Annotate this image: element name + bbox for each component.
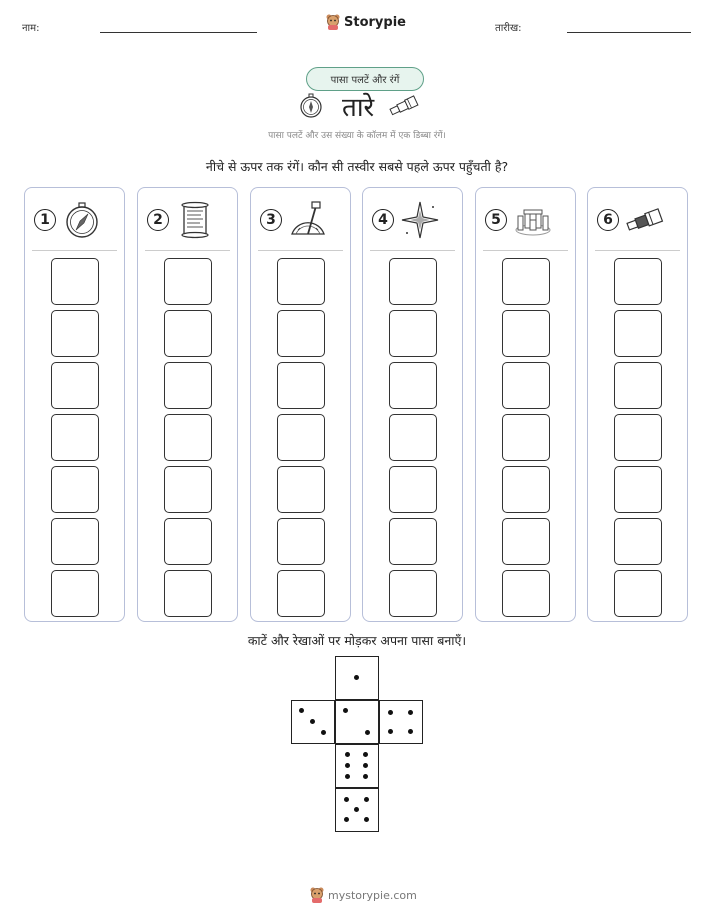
color-box[interactable]: [502, 362, 550, 409]
color-box[interactable]: [277, 258, 325, 305]
instruction-text: पासा पलटें और उस संख्या के कॉलम में एक डिब्बा रंगें।: [268, 131, 446, 141]
color-box[interactable]: [277, 466, 325, 513]
color-box[interactable]: [614, 466, 662, 513]
color-box[interactable]: [502, 414, 550, 461]
color-box[interactable]: [502, 570, 550, 617]
color-box[interactable]: [614, 414, 662, 461]
brand-logo: [326, 14, 406, 30]
pip: [364, 817, 369, 822]
color-box[interactable]: [164, 414, 212, 461]
spyglass-icon: [625, 200, 665, 240]
activity-pill: पासा पलटें और रंगें: [306, 67, 424, 91]
column-4: [362, 187, 463, 622]
pip: [388, 729, 393, 734]
column-2: [137, 187, 238, 622]
pip: [363, 774, 368, 779]
column-number: 3: [260, 209, 282, 231]
pip: [345, 763, 350, 768]
dice-face-3: [291, 700, 335, 744]
pip: [388, 710, 393, 715]
name-field[interactable]: [100, 32, 257, 33]
bear-mascot-icon: [310, 887, 324, 903]
date-label: तारीख:: [495, 23, 522, 34]
column-number: 6: [597, 209, 619, 231]
pip: [364, 797, 369, 802]
question-text: नीचे से ऊपर तक रंगें। कौन सी तस्वीर सबसे पहले ऊपर पहुँचती है?: [205, 159, 509, 174]
color-box[interactable]: [389, 310, 437, 357]
color-box[interactable]: [502, 466, 550, 513]
color-box[interactable]: [51, 258, 99, 305]
color-box[interactable]: [277, 570, 325, 617]
color-box[interactable]: [277, 362, 325, 409]
compass-icon: [298, 93, 324, 119]
color-box[interactable]: [164, 466, 212, 513]
color-box[interactable]: [51, 362, 99, 409]
dice-instruction: काटें और रेखाओं पर मोड़कर अपना पासा बनाएँ।: [247, 633, 467, 648]
date-field[interactable]: [567, 32, 691, 33]
color-box[interactable]: [51, 466, 99, 513]
color-box[interactable]: [51, 414, 99, 461]
dice-face-1: [335, 656, 379, 700]
stonehenge-icon: [513, 200, 553, 240]
color-box[interactable]: [389, 414, 437, 461]
color-box[interactable]: [164, 570, 212, 617]
pip: [365, 730, 370, 735]
dice-face-5: [335, 788, 379, 832]
brand-name: Storypie: [344, 14, 406, 30]
pip: [363, 763, 368, 768]
column-divider: [483, 250, 568, 251]
name-label: नाम:: [22, 23, 40, 34]
column-6: [587, 187, 688, 622]
color-box[interactable]: [164, 362, 212, 409]
sextant-icon: [288, 200, 328, 240]
star-icon: [400, 200, 440, 240]
pip: [321, 730, 326, 735]
scroll-icon: [175, 200, 215, 240]
color-box[interactable]: [389, 362, 437, 409]
bear-mascot-icon: [326, 14, 340, 30]
pip: [344, 817, 349, 822]
compass-icon: [62, 200, 102, 240]
column-5: [475, 187, 576, 622]
pip: [344, 797, 349, 802]
page-title: तारे: [342, 93, 375, 123]
color-box[interactable]: [51, 518, 99, 565]
color-box[interactable]: [51, 570, 99, 617]
pip: [363, 752, 368, 757]
color-box[interactable]: [164, 518, 212, 565]
color-box[interactable]: [164, 258, 212, 305]
color-box[interactable]: [389, 466, 437, 513]
color-box[interactable]: [614, 362, 662, 409]
color-box[interactable]: [389, 570, 437, 617]
pip: [310, 719, 315, 724]
color-box[interactable]: [389, 518, 437, 565]
column-number: 5: [485, 209, 507, 231]
column-divider: [32, 250, 117, 251]
dice-face-4: [379, 700, 423, 744]
color-box[interactable]: [502, 310, 550, 357]
column-number: 1: [34, 209, 56, 231]
spyglass-icon: [388, 95, 420, 117]
color-box[interactable]: [502, 518, 550, 565]
column-number: 2: [147, 209, 169, 231]
footer-site-link[interactable]: mystorypie.com: [328, 888, 417, 902]
color-box[interactable]: [502, 258, 550, 305]
column-3: [250, 187, 351, 622]
color-box[interactable]: [389, 258, 437, 305]
color-box[interactable]: [164, 310, 212, 357]
color-box[interactable]: [277, 310, 325, 357]
footer: [310, 887, 417, 903]
color-box[interactable]: [614, 570, 662, 617]
pip: [408, 710, 413, 715]
color-box[interactable]: [614, 258, 662, 305]
pip: [299, 708, 304, 713]
column-divider: [370, 250, 455, 251]
pip: [354, 807, 359, 812]
color-box[interactable]: [614, 518, 662, 565]
color-box[interactable]: [277, 518, 325, 565]
pip: [408, 729, 413, 734]
color-box[interactable]: [277, 414, 325, 461]
pip: [345, 774, 350, 779]
color-box[interactable]: [51, 310, 99, 357]
column-divider: [258, 250, 343, 251]
color-box[interactable]: [614, 310, 662, 357]
dice-face-2: [335, 700, 379, 744]
pip: [343, 708, 348, 713]
column-1: [24, 187, 125, 622]
pip: [345, 752, 350, 757]
pip: [354, 675, 359, 680]
column-divider: [595, 250, 680, 251]
column-number: 4: [372, 209, 394, 231]
column-divider: [145, 250, 230, 251]
dice-face-6: [335, 744, 379, 788]
